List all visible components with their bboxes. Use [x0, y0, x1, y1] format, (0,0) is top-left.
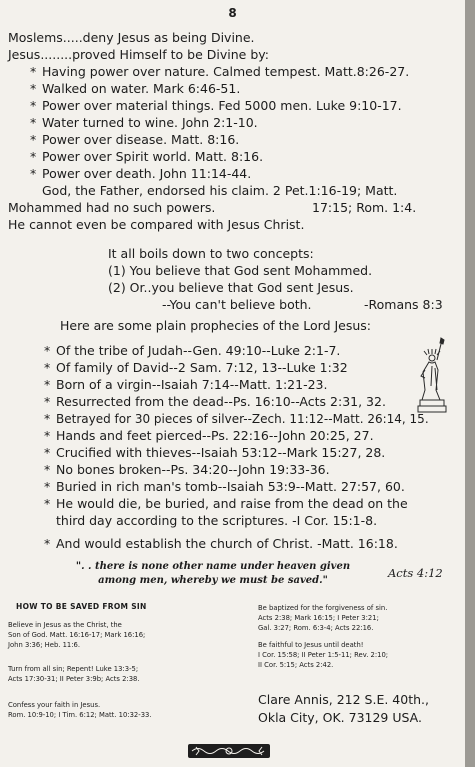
prophecies-heading: Here are some plain prophecies of the Lord Jesus: [60, 318, 372, 333]
cannot-compare-line: He cannot even be compared with Jesus Christ. [8, 217, 305, 232]
page-number: 8 [228, 6, 237, 20]
bullet-star-icon: * [44, 377, 51, 392]
prophecy-item: He would die, be buried, and raise from the dead on the [56, 496, 408, 511]
bullet-star-icon: * [44, 479, 51, 494]
prophecy-item: third day according to the scriptures. -I Cor. 15:1-8. [56, 513, 378, 528]
prophecy-item: Hands and feet pierced--Ps. 22:16--John 20:25, 27. [56, 428, 374, 443]
how-to-line: Gal. 3:27; Rom. 6:3-4; Acts 22:16. [258, 624, 374, 632]
how-to-line: Acts 17:30-31; II Peter 3:9b; Acts 2:38. [8, 675, 140, 683]
bullet-star-icon: * [30, 132, 37, 147]
bullet-star-icon: * [30, 149, 37, 164]
how-to-line: I Cor. 15:58; II Peter 1:5-11; Rev. 2:10; [258, 651, 389, 659]
prophecy-item: Resurrected from the dead--Ps. 16:10--Acts 2:31, 32. [56, 394, 386, 409]
proof-item: Power over Spirit world. Matt. 8:16. [42, 149, 264, 164]
how-to-line: Turn from all sin; Repent! Luke 13:3-5; [8, 665, 139, 673]
bullet-star-icon: * [30, 166, 37, 181]
proof-item: Having power over nature. Calmed tempest. Matt.8:26-27. [42, 64, 410, 79]
bullet-star-icon: * [44, 536, 51, 551]
proof-item: Power over material things. Fed 5000 men. Luke 9:10-17. [42, 98, 402, 113]
bullet-star-icon: * [30, 115, 37, 130]
proof-item: Power over death. John 11:14-44. [42, 166, 252, 181]
how-to-line: Acts 2:38; Mark 16:15; I Peter 3:21; [258, 614, 379, 622]
quote-line: among men, whereby we must be saved." [98, 575, 328, 586]
proof-item: Walked on water. Mark 6:46-51. [42, 81, 241, 96]
bullet-star-icon: * [44, 445, 51, 460]
how-to-line: II Cor. 5:15; Acts 2:42. [258, 661, 334, 669]
prophecy-item: Buried in rich man's tomb--Isaiah 53:9--Matt. 27:57, 60. [56, 479, 405, 494]
endorsed-line: God, the Father, endorsed his claim. 2 Pet.1:16-19; Matt. [42, 183, 398, 198]
how-to-line: Confess your faith in Jesus. [8, 701, 101, 709]
proof-item: Water turned to wine. John 2:1-10. [42, 115, 258, 130]
prophecy-item: Of family of David--2 Sam. 7:12, 13--Luke 1:32 [56, 360, 348, 375]
page-edge [465, 0, 475, 767]
prophecy-item: Betrayed for 30 pieces of silver--Zech. 11:12--Matt. 26:14, 15. [56, 412, 429, 426]
bullet-star-icon: * [44, 343, 51, 358]
how-to-line: Son of God. Matt. 16:16-17; Mark 16:16; [8, 631, 146, 639]
concepts-heading: It all boils down to two concepts: [108, 246, 314, 261]
bullet-star-icon: * [30, 64, 37, 79]
address-line: Okla City, OK. 73129 USA. [258, 710, 422, 725]
concept-item: (2) Or..you believe that God sent Jesus. [108, 280, 354, 295]
how-to-line: Be faithful to Jesus until death! [258, 641, 364, 649]
bullet-star-icon: * [44, 411, 51, 426]
prophecy-item: And would establish the church of Christ. -Matt. 16:18. [56, 536, 398, 551]
bullet-star-icon: * [44, 462, 51, 477]
bullet-star-icon: * [44, 360, 51, 375]
quote-line: ". . there is none other name under heaven given [75, 561, 351, 572]
concept-note: --You can't believe both. [162, 297, 312, 312]
bullet-star-icon: * [30, 81, 37, 96]
how-to-be-saved-title: HOW TO BE SAVED FROM SIN [16, 602, 147, 611]
prophecy-item: Of the tribe of Judah--Gen. 49:10--Luke 2:1-7. [56, 343, 341, 358]
how-to-line: John 3:36; Heb. 11:6. [8, 641, 81, 649]
how-to-line: Rom. 10:9-10; I Tim. 6:12; Matt. 10:32-33. [8, 711, 152, 719]
concept-ref: -Romans 8:3 [364, 297, 443, 312]
how-to-line: Be baptized for the forgiveness of sin. [258, 604, 388, 612]
bullet-star-icon: * [44, 428, 51, 443]
intro-line: Moslems.....deny Jesus as being Divine. [8, 30, 255, 45]
proof-item: Power over disease. Matt. 8:16. [42, 132, 240, 147]
mohammed-line: Mohammed had no such powers. [8, 200, 216, 215]
how-to-line: Believe in Jesus as the Christ, the [8, 621, 122, 629]
prophecy-item: Crucified with thieves--Isaiah 53:12--Mark 15:27, 28. [56, 445, 386, 460]
bullet-star-icon: * [30, 98, 37, 113]
mohammed-refs: 17:15; Rom. 1:4. [312, 200, 417, 215]
statue-of-liberty-icon [410, 336, 454, 414]
prophecy-item: No bones broken--Ps. 34:20--John 19:33-36. [56, 462, 330, 477]
concept-item: (1) You believe that God sent Mohammed. [108, 263, 373, 278]
prophecy-item: Born of a virgin--Isaiah 7:14--Matt. 1:21-23. [56, 377, 328, 392]
bullet-star-icon: * [44, 496, 51, 511]
address-line: Clare Annis, 212 S.E. 40th., [258, 692, 429, 707]
bullet-star-icon: * [44, 394, 51, 409]
intro-line: Jesus........proved Himself to be Divine by: [8, 47, 269, 62]
quote-reference: Acts 4:12 [388, 566, 443, 580]
decorative-ornament-icon [188, 744, 270, 758]
